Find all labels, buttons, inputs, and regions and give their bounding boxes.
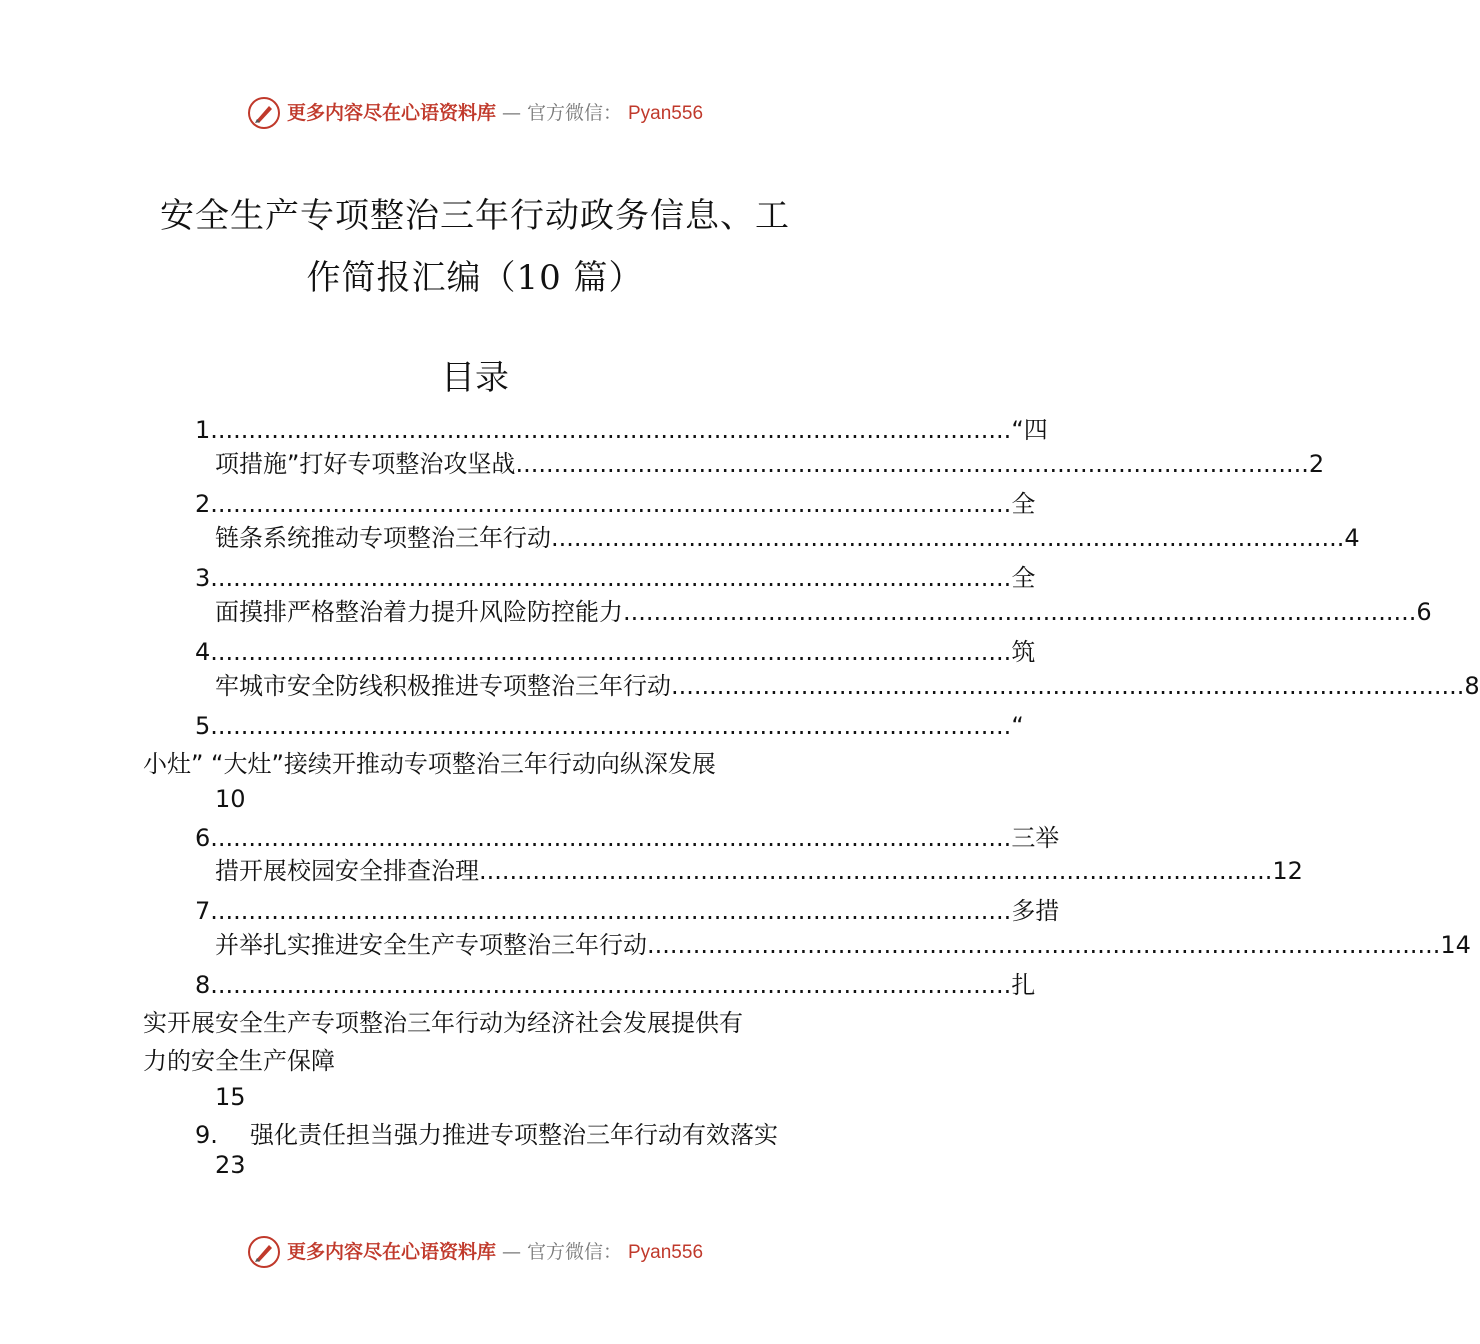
toc-entry-number: 5. bbox=[195, 712, 218, 740]
toc-leader-dots: ........................................................................................................ bbox=[217, 564, 1012, 592]
toc-entry-page: 2 bbox=[1308, 450, 1325, 478]
toc-entry-5-title[interactable]: 小灶” “大灶”接续开推动专项整治三年行动向纵深发展 bbox=[143, 750, 716, 778]
toc-entry-9-page: 23 bbox=[215, 1151, 246, 1179]
toc-entry-4[interactable] bbox=[195, 636, 1036, 668]
watermark-separator: — bbox=[501, 1240, 521, 1263]
watermark-separator: — bbox=[501, 101, 521, 124]
toc-entry-page: 4 bbox=[1344, 524, 1360, 552]
toc-entry-page: 12 bbox=[1272, 857, 1303, 885]
toc-leader-dots: ........................................................................................................ bbox=[217, 824, 1012, 852]
toc-entry-3[interactable] bbox=[195, 562, 1036, 594]
toc-entry-8-title[interactable]: 实开展安全生产专项整治三年行动为经济社会发展提供有 bbox=[143, 1009, 743, 1037]
watermark-label: 官方微信： bbox=[526, 101, 622, 124]
toc-entry-8-page: 15 bbox=[215, 1083, 246, 1111]
toc-entry-title-start: 筑 bbox=[1011, 638, 1036, 666]
toc-entry-title-start: 多措 bbox=[1011, 897, 1060, 925]
toc-entry-number: 2. bbox=[195, 490, 218, 518]
toc-entry-3-cont[interactable] bbox=[215, 596, 1432, 628]
toc-leader-dots: ........................................................................................................ bbox=[623, 598, 1417, 626]
toc-leader-dots: ........................................................................................................ bbox=[551, 524, 1345, 552]
toc-entry-6[interactable] bbox=[195, 822, 1060, 854]
toc-leader-dots: ........................................................................................................ bbox=[217, 638, 1012, 666]
toc-leader-dots: ........................................................................................................ bbox=[217, 712, 1012, 740]
toc-entry-9-title[interactable]: 强化责任担当强力推进专项整治三年行动有效落实 bbox=[250, 1121, 778, 1149]
toc-entry-title: 项措施”打好专项整治攻坚战 bbox=[215, 450, 516, 478]
toc-leader-dots: ........................................................................................................ bbox=[671, 672, 1465, 700]
toc-entry-2-cont[interactable] bbox=[215, 522, 1360, 554]
toc-entry-7-cont[interactable] bbox=[215, 929, 1471, 961]
pen-logo-icon bbox=[247, 96, 281, 130]
toc-entry-6-cont[interactable] bbox=[215, 855, 1303, 887]
toc-entry-title-start: 全 bbox=[1011, 490, 1036, 518]
toc-entry-title: 面摸排严格整治着力提升风险防控能力 bbox=[215, 598, 623, 626]
toc-leader-dots: ........................................................................................................ bbox=[217, 897, 1012, 925]
toc-leader-dots: ........................................................................................................ bbox=[647, 931, 1441, 959]
toc-entry-7[interactable] bbox=[195, 895, 1060, 927]
toc-entry-title-start: “ bbox=[1011, 712, 1024, 740]
footer-watermark bbox=[0, 1232, 950, 1272]
toc-entry-2[interactable] bbox=[195, 488, 1036, 520]
toc-entry-number: 4. bbox=[195, 638, 218, 666]
toc-entry-title-start: 全 bbox=[1011, 564, 1036, 592]
toc-entry-title: 措开展校园安全排查治理 bbox=[215, 857, 479, 885]
toc-entry-5-page: 10 bbox=[215, 785, 246, 813]
toc-entry-title-start: “四 bbox=[1011, 416, 1048, 444]
toc-leader-dots: ........................................................................................................ bbox=[515, 450, 1309, 478]
watermark-wechat-id: Pyan556 bbox=[628, 102, 704, 124]
toc-heading: 目录 bbox=[441, 358, 509, 398]
toc-entry-number: 7. bbox=[195, 897, 218, 925]
toc-entry-number: 1. bbox=[195, 416, 218, 444]
toc-leader-dots: ........................................................................................................ bbox=[217, 490, 1012, 518]
toc-entry-page: 6 bbox=[1416, 598, 1432, 626]
toc-entry-title: 牢城市安全防线积极推进专项整治三年行动 bbox=[215, 672, 671, 700]
toc-entry-page: 14 bbox=[1440, 931, 1471, 959]
pen-logo-icon bbox=[247, 1235, 281, 1269]
toc-leader-dots: ........................................................................................................ bbox=[217, 971, 1012, 999]
watermark-text: 更多内容尽在心语资料库 bbox=[286, 1240, 496, 1263]
document-title-line1: 安全生产专项整治三年行动政务信息、工 bbox=[160, 196, 790, 236]
toc-entry-title: 并举扎实推进安全生产专项整治三年行动 bbox=[215, 931, 647, 959]
header-watermark bbox=[0, 93, 950, 133]
watermark-wechat-id: Pyan556 bbox=[628, 1241, 704, 1263]
toc-entry-title: 链条系统推动专项整治三年行动 bbox=[215, 524, 551, 552]
toc-entry-number: 3. bbox=[195, 564, 218, 592]
toc-entry-8[interactable] bbox=[195, 969, 1036, 1001]
toc-entry-number: 8. bbox=[195, 971, 218, 999]
toc-entry-1-cont[interactable] bbox=[215, 448, 1325, 480]
toc-entry-page: 8 bbox=[1464, 672, 1480, 700]
toc-leader-dots: ........................................................................................................ bbox=[217, 416, 1012, 444]
toc-entry-title-start: 三举 bbox=[1011, 824, 1060, 852]
watermark-text: 更多内容尽在心语资料库 bbox=[286, 101, 496, 124]
watermark-label: 官方微信： bbox=[526, 1240, 622, 1263]
toc-entry-9-number: 9. bbox=[195, 1121, 218, 1149]
toc-entry-number: 6. bbox=[195, 824, 218, 852]
toc-entry-5[interactable] bbox=[195, 710, 1024, 742]
toc-entry-1[interactable] bbox=[195, 414, 1048, 446]
toc-leader-dots: ........................................................................................................ bbox=[479, 857, 1273, 885]
toc-entry-4-cont[interactable] bbox=[215, 670, 1480, 702]
document-title-line2: 作简报汇编（10 篇） bbox=[306, 258, 644, 298]
toc-entry-8-title-cont[interactable]: 力的安全生产保障 bbox=[143, 1047, 335, 1075]
toc-entry-title-start: 扎 bbox=[1011, 971, 1036, 999]
